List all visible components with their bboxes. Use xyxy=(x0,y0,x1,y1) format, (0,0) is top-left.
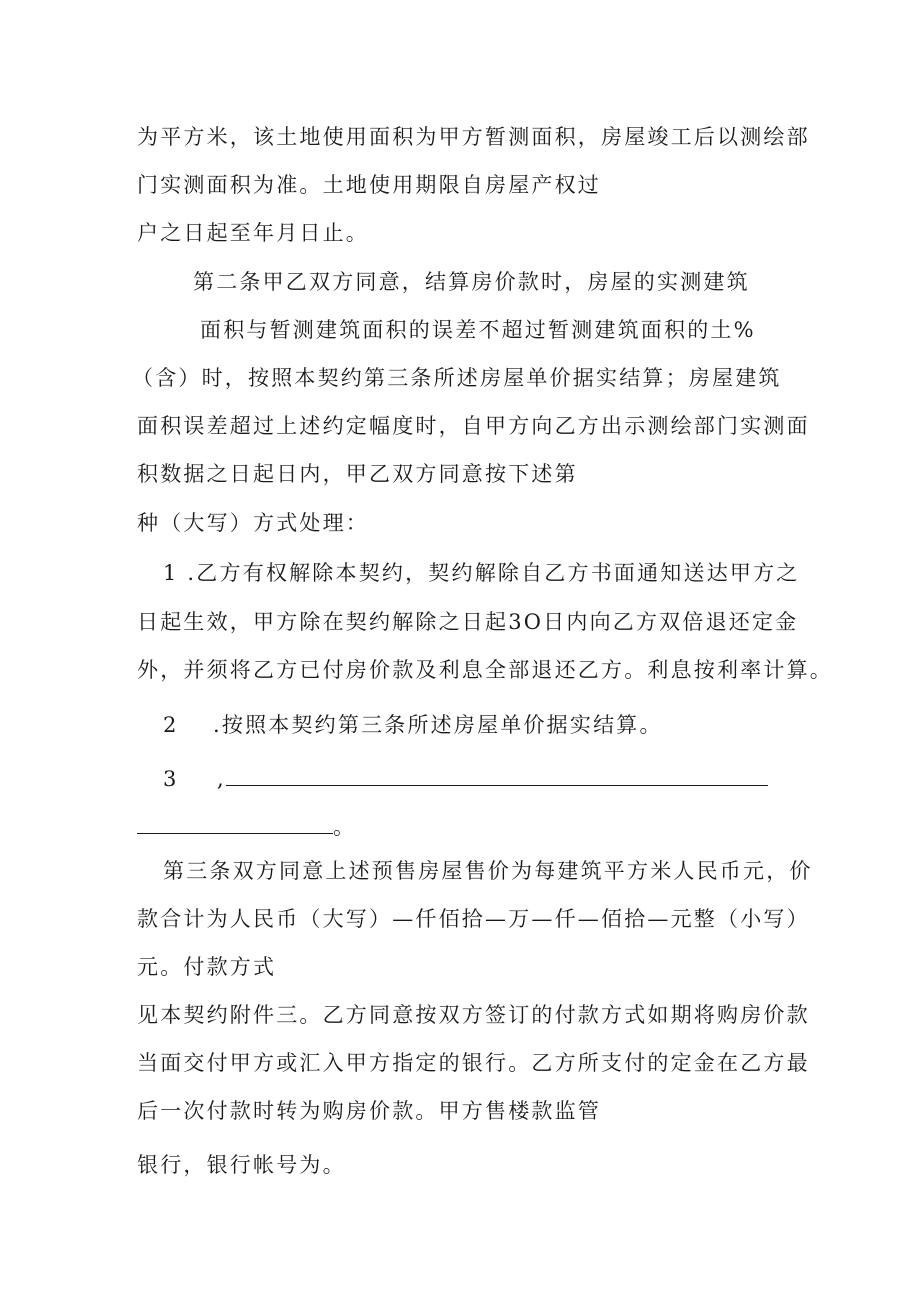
blank-line-row xyxy=(217,764,768,794)
text-line: 当面交付甲方或汇入甲方指定的银行。乙方所支付的定金在乙方最 xyxy=(137,1051,810,1075)
comma-mark: , xyxy=(217,767,226,791)
item-number: 2 xyxy=(163,713,179,737)
text-line: 1 .乙方有权解除本契约，契约解除自乙方书面通知送达甲方之 xyxy=(163,561,800,585)
item-number: 3 xyxy=(163,767,179,791)
text-line: （含）时，按照本契约第三条所述房屋单价据实结算；房屋建筑 xyxy=(132,366,782,390)
text-line: 第三条双方同意上述预售房屋售价为每建筑平方米人民币元，价 xyxy=(163,859,813,883)
text-line: 见本契约附件三。乙方同意按双方签订的付款方式如期将购房价款 xyxy=(137,1003,810,1027)
text-line: 外，并须将乙方已付房价款及利息全部退还乙方。利息按利率计算。 xyxy=(137,658,833,682)
text-line: 款合计为人民币（大写）—仟佰拾—万—仟—佰拾—元整（小写） xyxy=(137,907,810,931)
text-line: 为平方米，该土地使用面积为甲方暂测面积，房屋竣工后以测绘部 xyxy=(137,125,810,149)
text-line: 后一次付款时转为购房价款。甲方售楼款监管 xyxy=(137,1099,601,1123)
text-line: 第二条甲乙双方同意，结算房价款时，房屋的实测建筑 xyxy=(193,270,750,294)
text-line: 种（大写）方式处理： xyxy=(137,511,369,535)
text-line: .按照本契约第三条所述房屋单价据实结算。 xyxy=(213,713,663,737)
text-line: 银行，银行帐号为。 xyxy=(137,1153,346,1177)
blank-line-row xyxy=(137,812,356,842)
text-line: 户之日起至年月日止。 xyxy=(137,221,369,245)
fill-in-blank xyxy=(137,815,333,834)
fill-in-blank xyxy=(226,767,768,786)
text-line: 积数据之日起日内，甲乙双方同意按下述第 xyxy=(137,462,578,486)
text-line: 面积与暂测建筑面积的误差不超过暂测建筑面积的土% xyxy=(200,318,756,342)
text-line: 元。付款方式 xyxy=(137,955,277,979)
period-mark: 。 xyxy=(333,815,357,839)
text-line: 日起生效，甲方除在契约解除之日起3O日内向乙方双倍退还定金 xyxy=(137,610,799,634)
text-line: 面积误差超过上述约定幅度时，自甲方向乙方出示测绘部门实测面 xyxy=(137,414,810,438)
text-line: 门实测面积为准。土地使用期限自房屋产权过 xyxy=(137,173,601,197)
